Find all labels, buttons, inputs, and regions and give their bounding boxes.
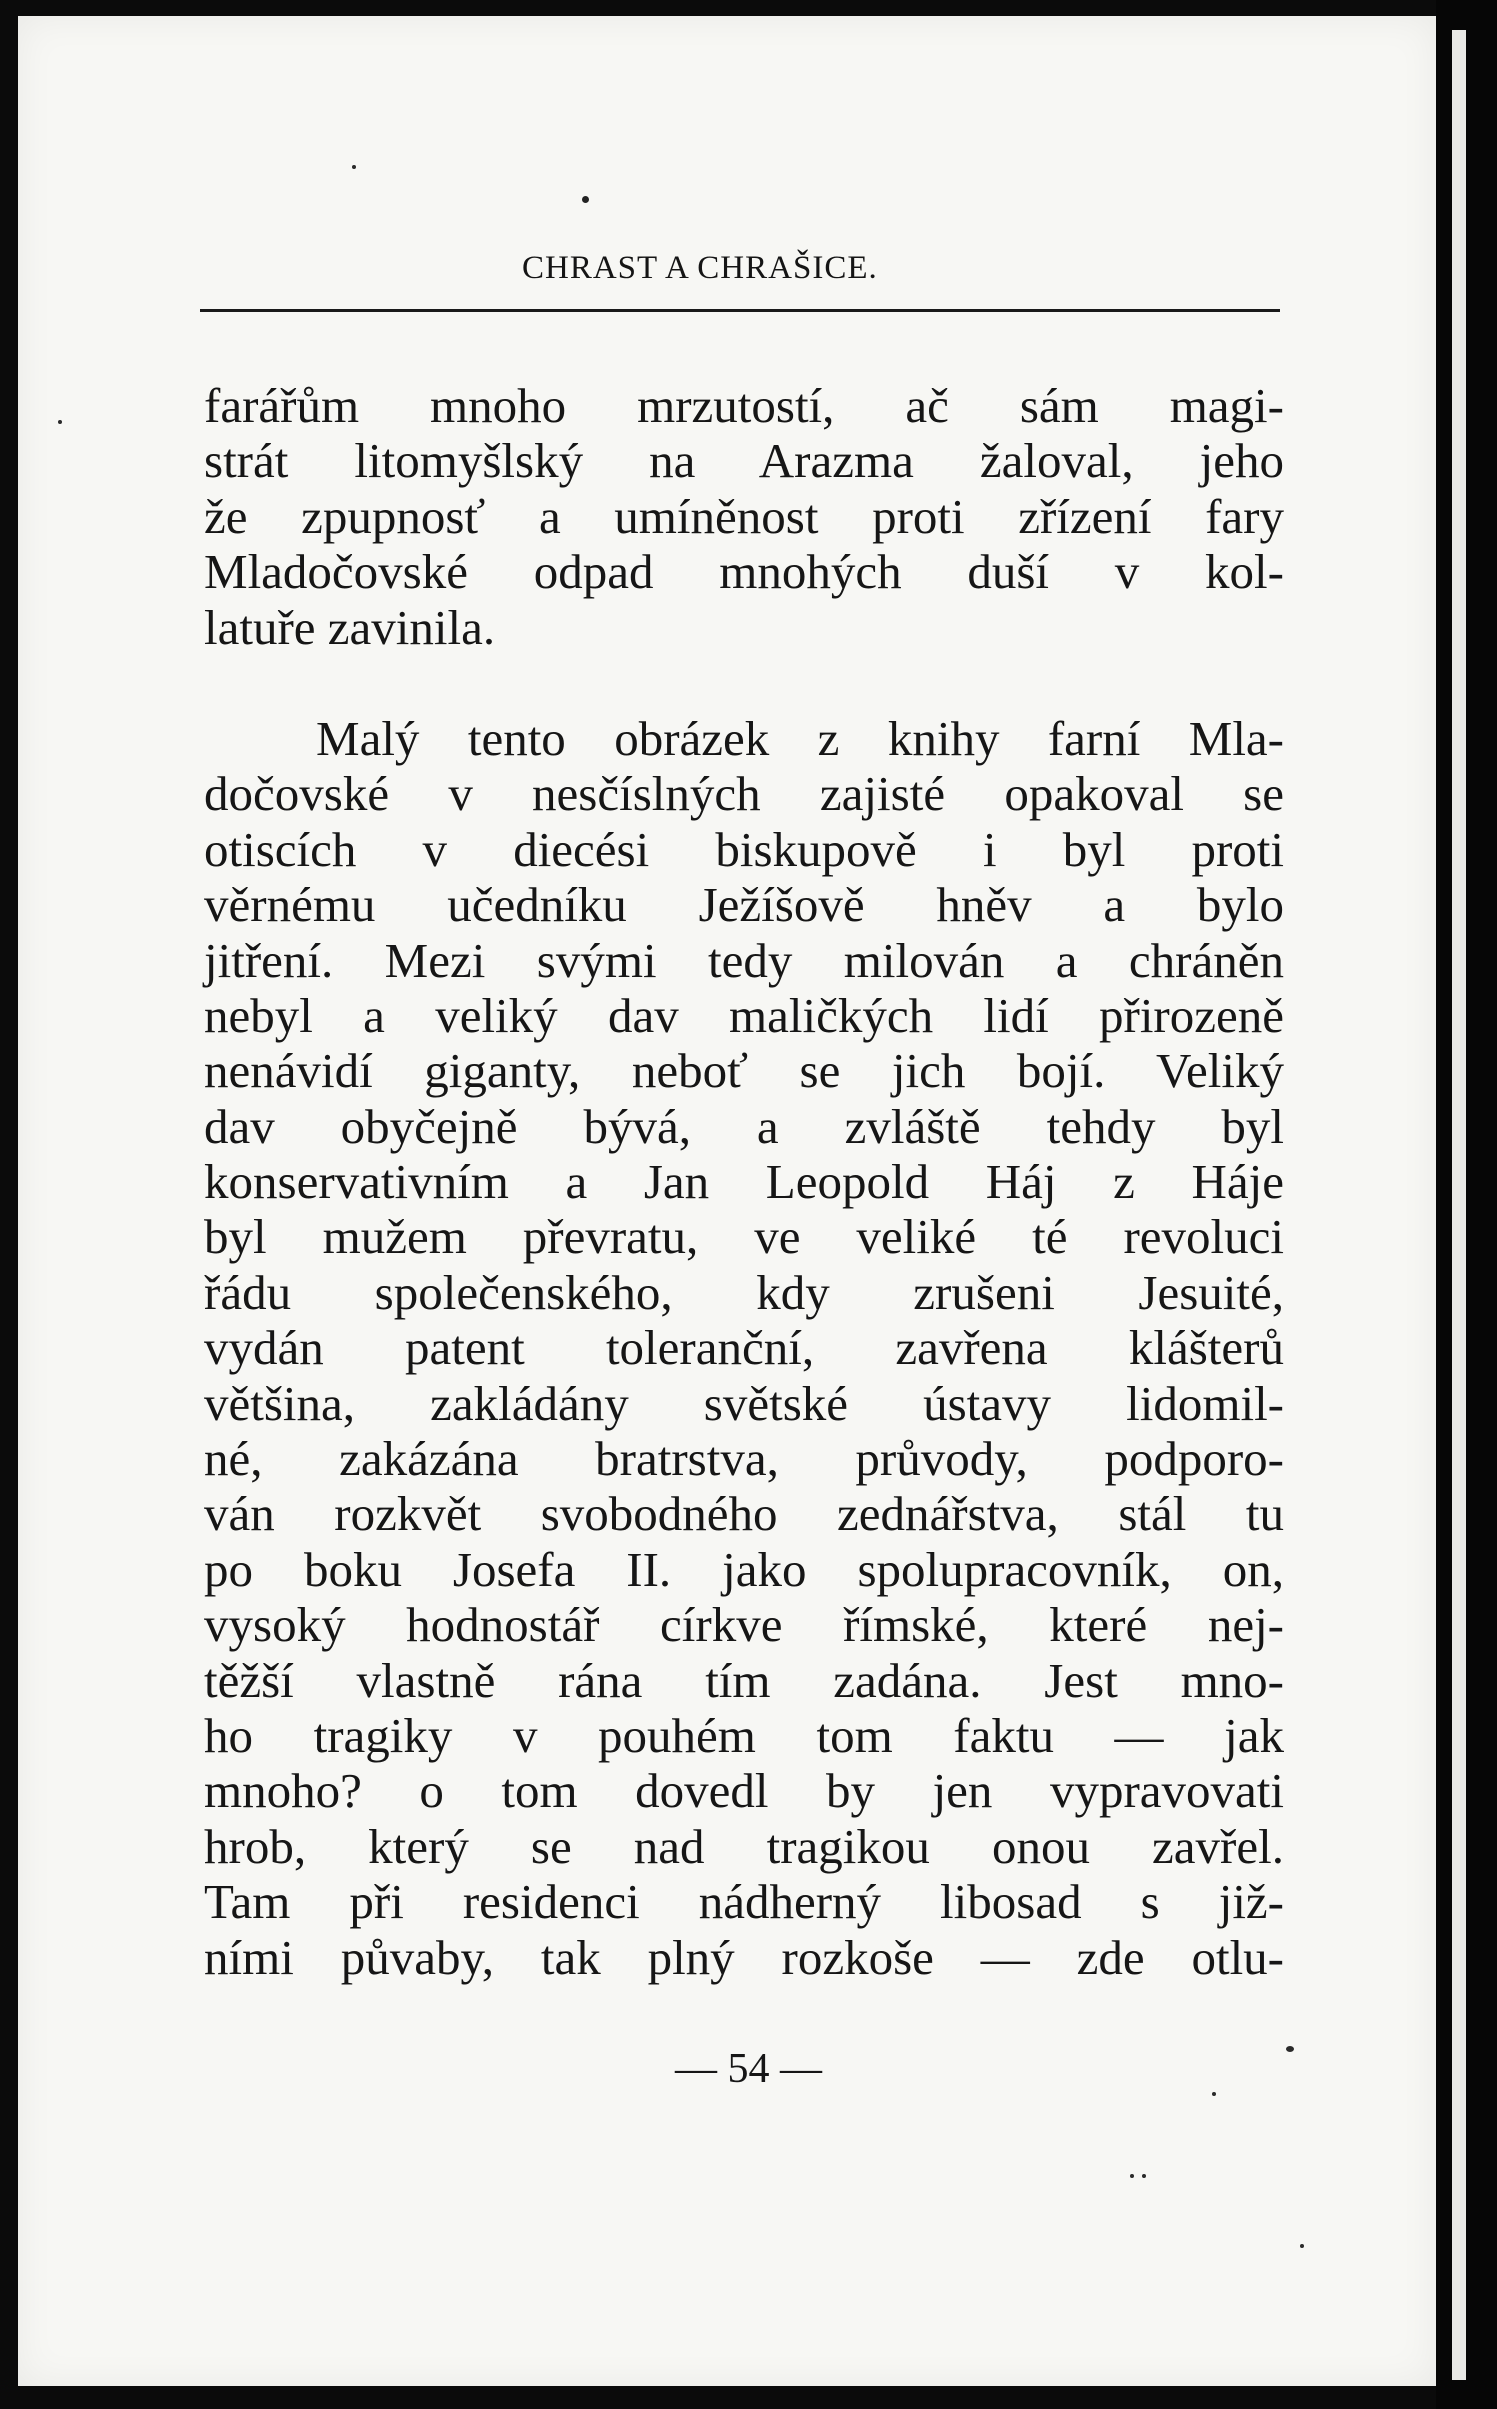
text-line: ván rozkvět svobodného zednářstva, stál tu [204, 1486, 1284, 1542]
text-line: vysoký hodnostář církve římské, které nej- [204, 1597, 1284, 1653]
text-line: ními půvaby, tak plný rozkoše — zde otlu- [204, 1929, 1284, 1985]
text-line: strát litomyšlský na Arazma žaloval, jeho [204, 433, 1284, 489]
text-line: dav obyčejně bývá, a zvláště tehdy byl [204, 1098, 1284, 1154]
text-line: ho tragiky v pouhém tom faktu — jak [204, 1707, 1284, 1763]
text-line: Malý tento obrázek z knihy farní Mla- [316, 710, 1284, 766]
text-line: konservativním a Jan Leopold Háj z Háje [204, 1154, 1284, 1210]
text-line: vydán patent toleranční, zavřena klášterů [204, 1320, 1284, 1376]
text-line: hrob, který se nad tragikou onou zavřel. [204, 1818, 1284, 1874]
scan-speck [352, 165, 356, 169]
text-line: né, zakázána bratrstva, průvody, podporo- [204, 1431, 1284, 1487]
text-line: otiscích v diecési biskupově i byl proti [204, 821, 1284, 877]
text-line: těžší vlastně rána tím zadána. Jest mno- [204, 1652, 1284, 1708]
text-line: po boku Josefa II. jako spolupracovník, on, [204, 1541, 1284, 1597]
body-text [204, 378, 1284, 1985]
scan-speck [1300, 2244, 1304, 2248]
ink-dot [582, 196, 589, 203]
paragraph-gap [204, 655, 1284, 711]
scan-speck [1142, 2174, 1146, 2178]
text-line: řádu společenského, kdy zrušeni Jesuité, [204, 1264, 1284, 1320]
page-edge-strip [1452, 30, 1466, 2380]
running-head-text: CHRAST A CHRAŠICE. [522, 250, 878, 286]
text-line: latuře zavinila. [204, 599, 496, 655]
text-line: nebyl a veliký dav maličkých lidí přirozeně [204, 987, 1284, 1043]
text-line: věrnému učedníku Ježíšově hněv a bylo [204, 877, 1284, 933]
scan-speck [1130, 2174, 1134, 2178]
page-number: — 54 — [675, 2046, 822, 2092]
scan-speck [58, 420, 62, 424]
header-rule [200, 309, 1280, 312]
text-line: že zpupnosť a umíněnost proti zřízení fary [204, 488, 1284, 544]
text-line: většina, zakládány světské ústavy lidomil- [204, 1375, 1284, 1431]
paragraph [204, 711, 1284, 1985]
scan-speck [1212, 2092, 1216, 2096]
text-line: farářům mnoho mrzutostí, ač sám magi- [204, 378, 1284, 433]
text-line: Tam při residenci nádherný libosad s již- [204, 1874, 1284, 1930]
text-line: jitření. Mezi svými tedy milován a chráněn [204, 932, 1284, 988]
text-line: dočovské v nesčíslných zajisté opakoval se [204, 766, 1284, 822]
text-line: byl mužem převratu, ve veliké té revoluci [204, 1209, 1284, 1265]
running-head [200, 236, 1280, 296]
paragraph [204, 378, 1284, 655]
scan-speck [1286, 2046, 1294, 2052]
text-line: Mladočovské odpad mnohých duší v kol- [204, 544, 1284, 600]
text-line: mnoho? o tom dovedl by jen vypravovati [204, 1763, 1284, 1819]
text-line: nenávidí giganty, neboť se jich bojí. Veliký [204, 1043, 1284, 1099]
